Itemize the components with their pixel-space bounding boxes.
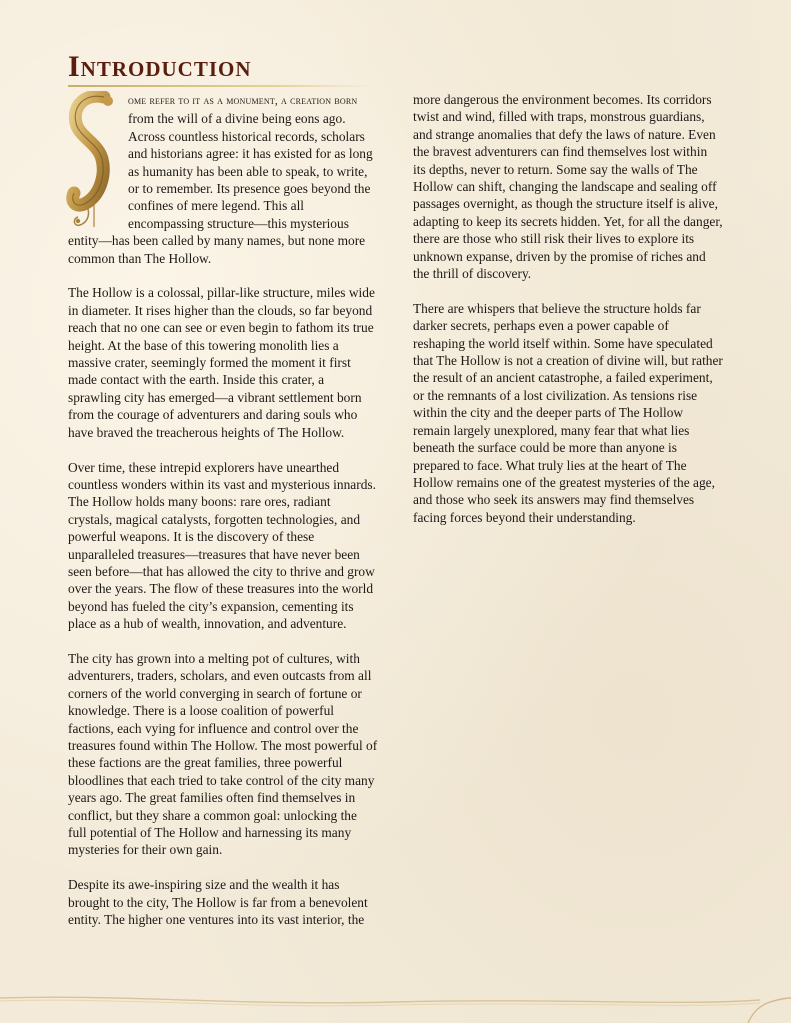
paragraph-3: Over time, these intrepid explorers have unearthed countless wonders within its vast and mysterious innards. The Hollow holds many boons: rare ores, radiant crystals, magical catalysts, forgotten technologies, and powerful weapons. It is the discovery of these unparalleled treasures—treasures that have never been seen before—that has allowed the city to thrive and grow over the years. The flow of these treasures into the world beyond has fueled the city’s expansion, cementing its place as a hub of wealth, innovation, and adventure. <box>68 459 376 632</box>
paragraph-6: There are whispers that believe the structure holds far darker secrets, perhaps even a power capable of reshaping the world itself within. Some have speculated that The Hollow is not a creation of divine will, but rather the result of an ancient catastrophe, a failed experiment, or the remnants of a lost civilization. As tensions rise within the city and the deeper parts of The Hollow remain largely unexplored, many fear that what lies beneath the surface could be more than anyone is prepared to face. What truly lies at the heart of The Hollow remains one of the greatest mysteries of the age, and those who seek its answers may find themselves facing forces beyond their understanding. <box>413 300 723 525</box>
left-column <box>68 91 378 946</box>
paragraph-1 <box>68 91 378 267</box>
paragraph-5: Despite its awe-inspiring size and the wealth it has brought to the city, The Hollow is far from a benevolent entity. The higher one ventures into its vast interior, the <box>68 877 368 928</box>
right-column <box>413 91 723 544</box>
paragraph-5-continued: more dangerous the environment becomes. Its corridors twist and wind, filled with traps, monstrous guardians, and strange anomalies that defy the laws of nature. Even the bravest adventurers can find themselves lost within its depths, never to return. Some say the walls of The Hollow can shift, changing the landscape and sealing off passages overnight, as though the structure itself is alive, adapting to keep its secrets hidden. Yet, for all the danger, there are those who still risk their lives to explore its unknown expanse, driven by the promise of riches and the thrill of discovery. <box>413 92 723 282</box>
paragraph-1-body: from the will of a divine being eons ago. Across countless historical records, scholars and historians agree: it has existed for as long as humanity has been able to speak, to write, or to remember. Its presence goes beyond the confines of mere legend. This all encompassing structure—this mysterious entity—has been called by many names, but none more common than The Hollow. <box>68 111 373 266</box>
paragraph-4: The city has grown into a melting pot of cultures, with adventurers, traders, scholars, and even outcasts from all corners of the world converging in search of fortune or knowledge. There is a loose coalition of powerful factions, each vying for influence and control over the treasures found within The Hollow. The most powerful of these factions are the great families, three powerful bloodlines that each tried to take control of the city many years ago. The great families often find themselves in conflict, but they share a common goal: unlocking the full potential of The Hollow and harnessing its many mysteries for their own gain. <box>68 650 378 858</box>
drop-cap-ornament <box>64 91 120 231</box>
paragraph-1-lead: ome refer to it as a monument, a creation born <box>128 95 358 107</box>
paragraph-2: The Hollow is a colossal, pillar-like structure, miles wide in diameter. It rises higher than the clouds, so far beyond reach that no one can see or even begin to fathom its true height. At the base of this towering monolith lies a massive crater, seemingly formed the moment it first made contact with the earth. Inside this crater, a sprawling city has emerged—a vibrant settlement born from the courage of adventurers and daring souls who have braved the treacherous heights of The Hollow. <box>68 285 375 440</box>
footer-ornament <box>0 992 791 1023</box>
page-title: Introduction <box>68 50 252 83</box>
title-underline <box>68 85 371 87</box>
